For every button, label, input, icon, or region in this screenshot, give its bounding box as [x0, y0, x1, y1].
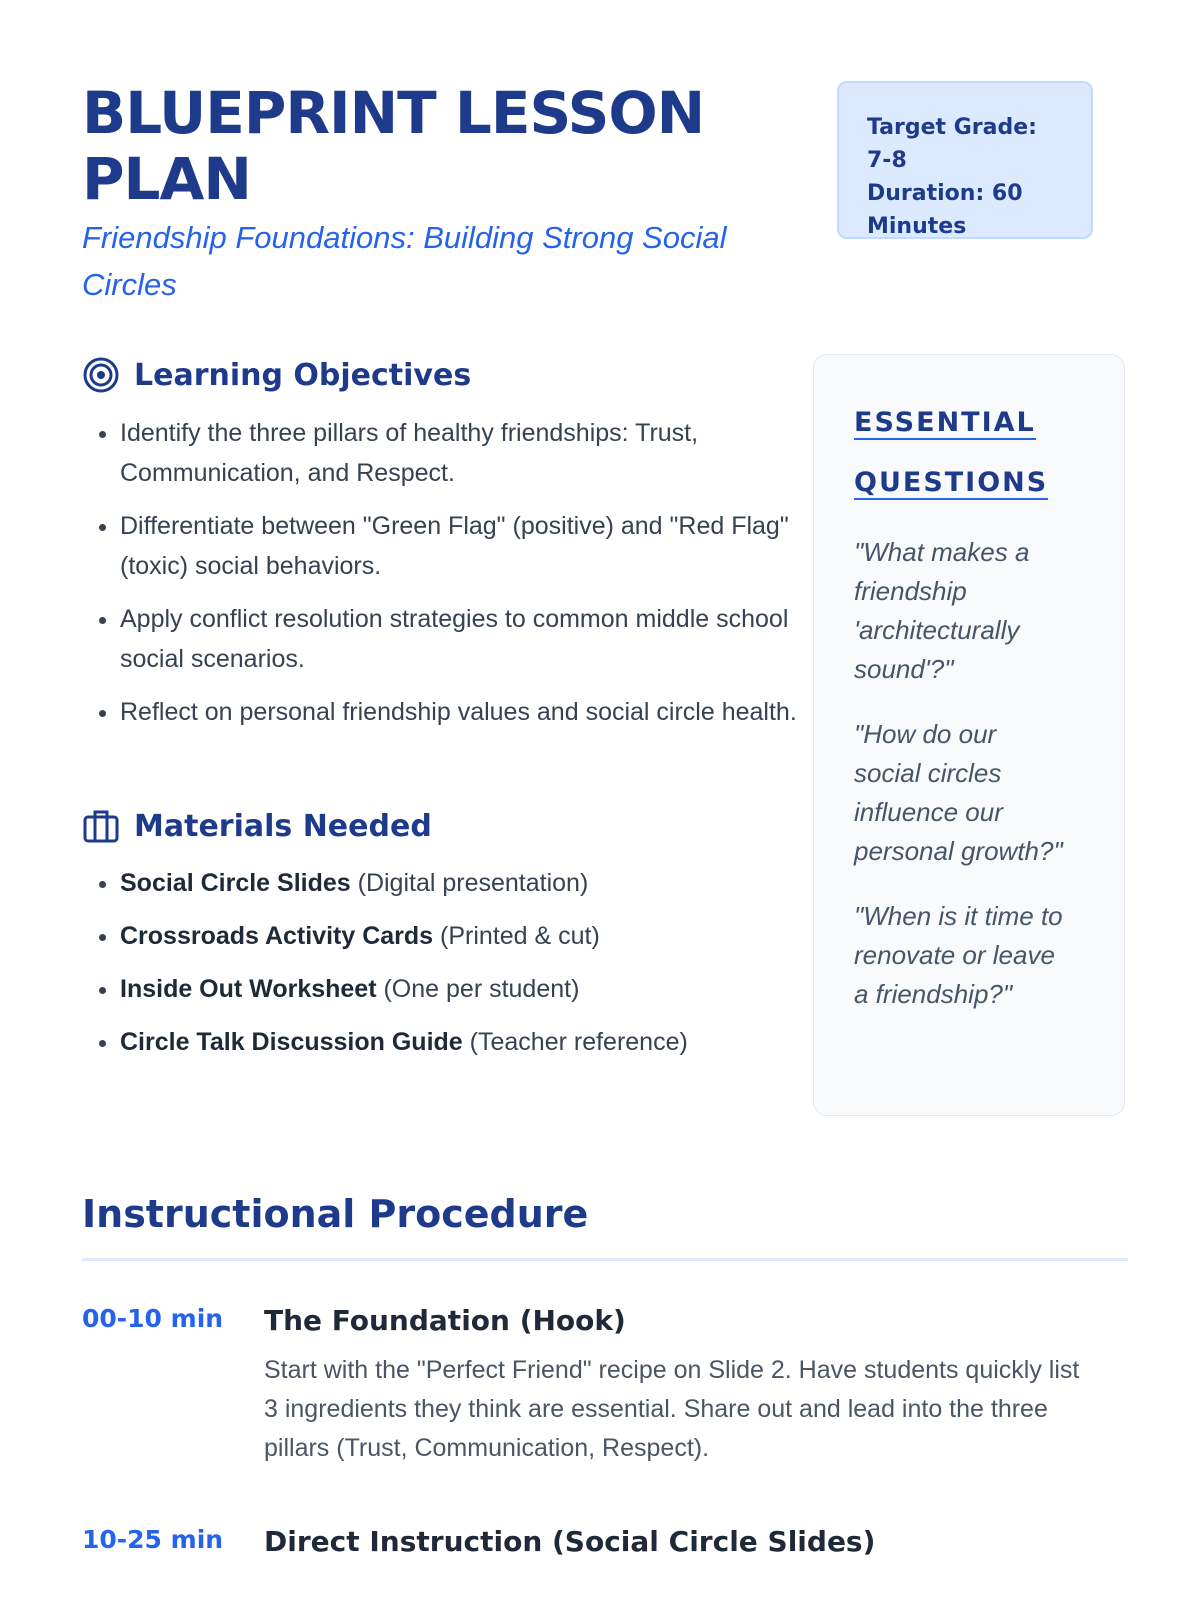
- objectives-list: [82, 413, 820, 745]
- objectives-heading-label: Learning Objectives: [134, 357, 472, 393]
- list-item: • Social Circle Slides (Digital presentation): [120, 863, 840, 903]
- list-item: • Circle Talk Discussion Guide (Teacher reference): [120, 1022, 840, 1062]
- briefcase-icon: [82, 807, 120, 845]
- essential-question: "What makes a friendship 'architecturally sound'?": [854, 537, 1030, 684]
- lesson-meta-box: [837, 81, 1093, 239]
- duration: Duration: 60 Minutes: [867, 181, 1023, 239]
- list-item: • Crossroads Activity Cards (Printed & cut): [120, 916, 840, 956]
- target-grade: Target Grade: 7-8: [867, 115, 1037, 173]
- step-title: The Foundation (Hook): [264, 1304, 626, 1337]
- procedure-heading: Instructional Procedure: [82, 1192, 589, 1236]
- page-title: BLUEPRINT LESSON PLAN: [82, 79, 705, 213]
- step-time: 00-10 min: [82, 1304, 224, 1333]
- essential-question: "When is it time to renovate or leave a friendship?": [854, 901, 1063, 1009]
- procedure-divider: [82, 1258, 1128, 1261]
- list-item: • Apply conflict resolution strategies to common middle school social scenarios.: [120, 599, 820, 679]
- page-subtitle: Friendship Foundations: Building Strong Social Circles: [82, 220, 727, 302]
- essential-questions-heading: ESSENTIAL QUESTIONS: [854, 407, 1049, 498]
- materials-list: [82, 863, 840, 1075]
- list-item: • Inside Out Worksheet (One per student): [120, 969, 840, 1009]
- target-icon: [82, 356, 120, 394]
- list-item: • Identify the three pillars of healthy friendships: Trust, Communication, and Respect.: [120, 413, 820, 493]
- list-item: • Differentiate between "Green Flag" (positive) and "Red Flag" (toxic) social behaviors.: [120, 506, 820, 586]
- objectives-heading: [82, 356, 471, 394]
- essential-questions-box: [813, 354, 1125, 1116]
- list-item: • Reflect on personal friendship values and social circle health.: [120, 692, 820, 732]
- step-title: Direct Instruction (Social Circle Slides): [264, 1525, 876, 1558]
- lesson-plan-page: [82, 0, 1128, 1600]
- step-time: 10-25 min: [82, 1525, 224, 1554]
- materials-heading-label: Materials Needed: [134, 808, 432, 844]
- essential-question: "How do our social circles influence our personal growth?": [854, 719, 1063, 866]
- step-description: Start with the "Perfect Friend" recipe on Slide 2. Have students quickly list 3 ingredients they think are essential. Share out and lead into the three pillars (Trust, Communication, Respect).: [264, 1356, 1080, 1462]
- materials-heading: [82, 807, 432, 845]
